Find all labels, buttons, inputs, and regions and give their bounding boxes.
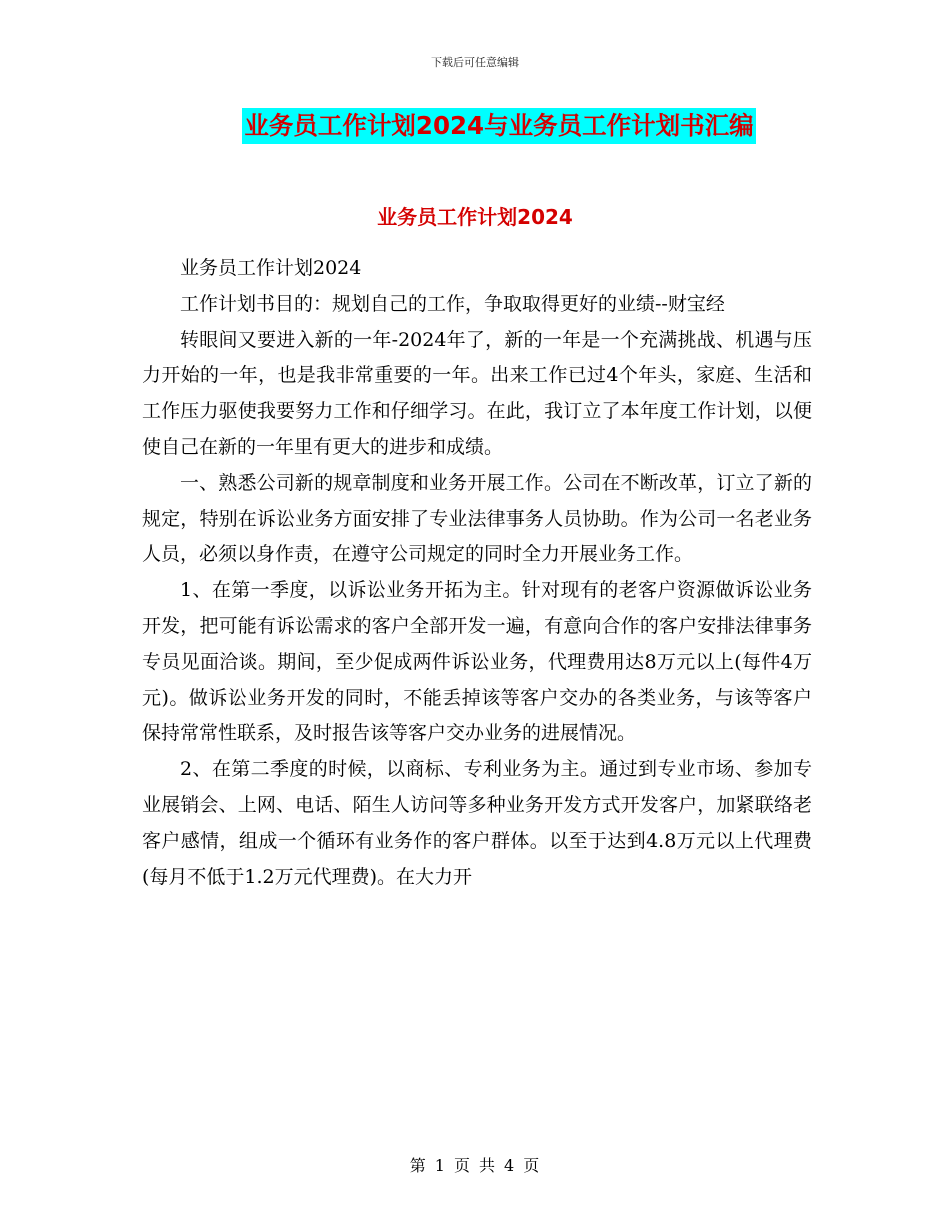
page-number: 1 <box>434 1156 446 1175</box>
page-label-mid: 页 <box>453 1156 471 1175</box>
total-pages: 4 <box>504 1156 516 1175</box>
paragraph: 一、熟悉公司新的规章制度和业务开展工作。公司在不断改革，订立了新的规定，特别在诉讼业务方面安排了专业法律事务人员协助。作为公司一名老业务人员，必须以身作责，在遵守公司规定的同时全力开展业务工作。 <box>142 471 812 566</box>
paragraph: 2、在第二季度的时候，以商标、专利业务为主。通过到专业市场、参加专业展销会、上网、电话、陌生人访问等多种业务开发方式开发客户，加紧联络老客户感情，组成一个循环有业务作的客户群体。以至于达到4.8万元以上代理费(每月不低于1.2万元代理费)。在大力开 <box>142 758 812 888</box>
document-subtitle: 业务员工作计划2024 <box>377 205 573 229</box>
paragraph: 转眼间又要进入新的一年-2024年了，新的一年是一个充满挑战、机遇与压力开始的一年，也是我非常重要的一年。出来工作已过4个年头，家庭、生活和工作压力驱使我要努力工作和仔细学习。在此，我订立了本年度工作计划，以便使自己在新的一年里有更大的进步和成绩。 <box>142 328 812 458</box>
document-title: 业务员工作计划2024与业务员工作计划书汇编 <box>242 108 755 144</box>
page-label-prefix: 第 <box>409 1156 427 1175</box>
paragraph: 工作计划书目的：规划自己的工作，争取取得更好的业绩--财宝经 <box>180 292 725 315</box>
page-label-suffix: 页 <box>523 1156 541 1175</box>
header-note: 下载后可任意编辑 <box>431 56 519 69</box>
paragraph: 业务员工作计划2024 <box>180 257 362 279</box>
document-body <box>142 251 812 895</box>
total-label: 共 <box>479 1156 497 1175</box>
main-title-container <box>0 108 950 144</box>
page-footer <box>0 1153 950 1176</box>
paragraph: 1、在第一季度，以诉讼业务开拓为主。针对现有的老客户资源做诉讼业务开发，把可能有诉讼需求的客户全部开发一遍，有意向合作的客户安排法律事务专员见面洽谈。期间，至少促成两件诉讼业务，代理费用达8万元以上(每件4万元)。做诉讼业务开发的同时，不能丢掉该等客户交办的各类业务，与该等客户保持常常性联系，及时报告该等客户交办业务的进展情况。 <box>142 579 812 745</box>
